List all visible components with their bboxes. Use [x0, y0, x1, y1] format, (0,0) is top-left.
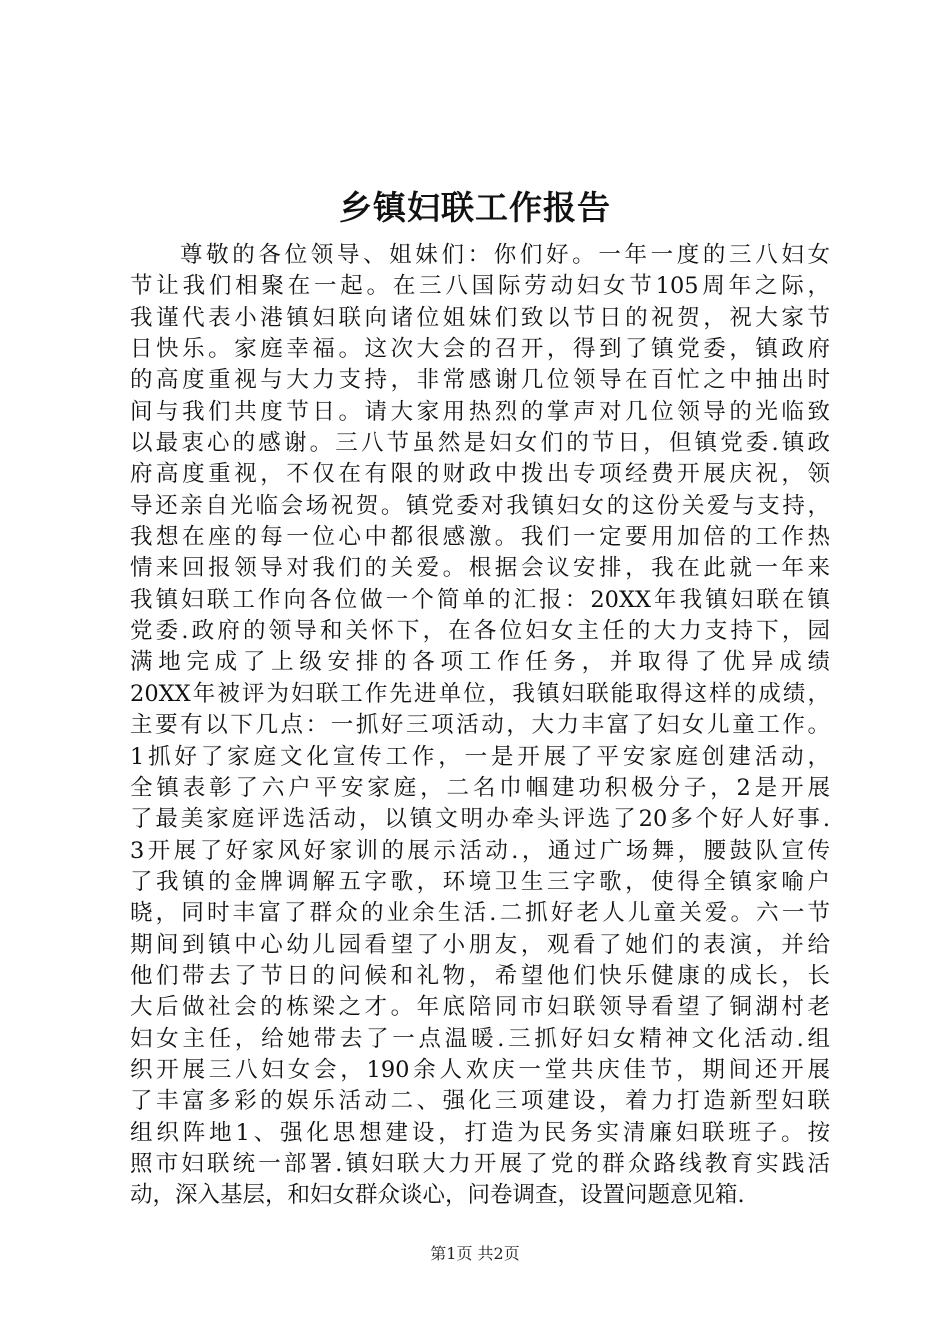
body-line: 了丰富多彩的娱乐活动二、强化三项建设，着力打造新型妇联 — [130, 1088, 830, 1115]
body-line: 间与我们共度节日。请大家用热烈的掌声对几位领导的光临致 — [130, 398, 830, 425]
body-line: 妇女主任，给她带去了一点温暖.三抓好妇女精神文化活动.组 — [130, 1025, 830, 1052]
body-line: 我想在座的每一位心中都很感激。我们一定要用加倍的工作热 — [130, 524, 830, 551]
body-line: 期间到镇中心幼儿园看望了小朋友，观看了她们的表演，并给 — [130, 931, 830, 958]
body-line: 我镇妇联工作向各位做一个简单的汇报：20XX年我镇妇联在镇 — [130, 586, 830, 613]
body-line: 织开展三八妇女会，190余人欢庆一堂共庆佳节，期间还开展 — [130, 1056, 830, 1083]
body-line: 大后做社会的栋梁之才。年底陪同市妇联领导看望了铜湖村老 — [130, 994, 830, 1021]
body-line: 主要有以下几点：一抓好三项活动，大力丰富了妇女儿童工作。 — [130, 712, 830, 739]
body-line: 他们带去了节日的问候和礼物，希望他们快乐健康的成长，长 — [130, 962, 830, 989]
body-line: 的高度重视与大力支持，非常感谢几位领导在百忙之中抽出时 — [130, 367, 830, 394]
body-line: 满地完成了上级安排的各项工作任务，并取得了优异成绩 — [130, 649, 830, 676]
body-line: 全镇表彰了六户平安家庭，二名巾帼建功积极分子，2是开展 — [130, 774, 830, 801]
page-indicator: 第1页 共2页 — [430, 1244, 520, 1263]
body-line: 了最美家庭评选活动，以镇文明办牵头评选了20多个好人好事. — [130, 806, 830, 833]
body-line: 组织阵地1、强化思想建设，打造为民务实清廉妇联班子。按 — [130, 1119, 830, 1146]
body-line: 照市妇联统一部署.镇妇联大力开展了党的群众路线教育实践活 — [130, 1150, 830, 1177]
body-line: 党委.政府的领导和关怀下，在各位妇女主任的大力支持下，园 — [130, 618, 830, 645]
document-body — [130, 240, 830, 1212]
body-line: 3开展了好家风好家训的展示活动.，通过广场舞，腰鼓队宣传 — [130, 837, 830, 864]
body-line: 尊敬的各位领导、姐妹们：你们好。一年一度的三八妇女 — [180, 242, 830, 268]
body-line: 了我镇的金牌调解五字歌，环境卫生三字歌，使得全镇家喻户 — [130, 868, 830, 895]
body-line: 我谨代表小港镇妇联向诸位姐妹们致以节日的祝贺，祝大家节 — [130, 304, 830, 331]
body-line: 府高度重视，不仅在有限的财政中拨出专项经费开展庆祝，领 — [130, 461, 830, 488]
document-title: 乡镇妇联工作报告 — [339, 188, 611, 227]
body-line: 20XX年被评为妇联工作先进单位，我镇妇联能取得这样的成绩， — [130, 680, 830, 707]
body-line: 动，深入基层，和妇女群众谈心，问卷调查，设置问题意见箱. — [130, 1182, 745, 1209]
body-line: 以最衷心的感谢。三八节虽然是妇女们的节日，但镇党委.镇政 — [130, 430, 830, 457]
body-line: 日快乐。家庭幸福。这次大会的召开，得到了镇党委，镇政府 — [130, 336, 830, 363]
body-line: 晓，同时丰富了群众的业余生活.二抓好老人儿童关爱。六一节 — [130, 900, 830, 927]
body-line: 节让我们相聚在一起。在三八国际劳动妇女节105周年之际， — [130, 273, 830, 300]
body-line: 情来回报领导对我们的关爱。根据会议安排，我在此就一年来 — [130, 555, 830, 582]
body-line: 1抓好了家庭文化宣传工作，一是开展了平安家庭创建活动， — [130, 743, 830, 770]
body-line: 导还亲自光临会场祝贺。镇党委对我镇妇女的这份关爱与支持， — [130, 492, 830, 519]
